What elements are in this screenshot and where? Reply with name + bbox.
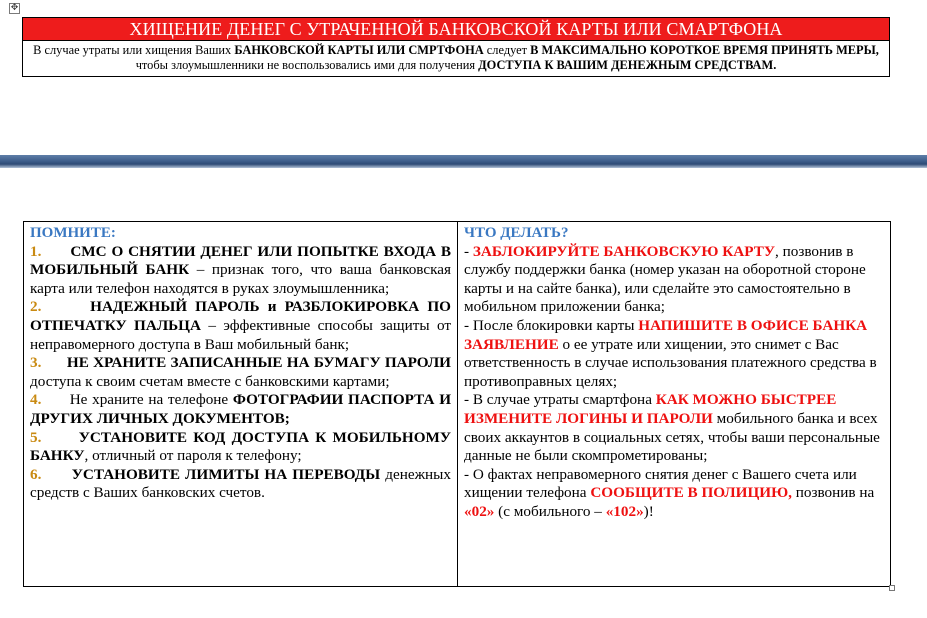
what-to-do-column <box>458 222 890 586</box>
item-number: 6. <box>30 465 42 483</box>
item-pre: Не храните на телефоне <box>69 391 233 409</box>
action-text: о ее утрате или хищении, это снимет с Вас ответственность в случае использования платежного средства в противоправных целях; <box>464 335 877 390</box>
remember-item-2 <box>30 298 451 354</box>
remember-item-4 <box>30 391 451 428</box>
item-number: 5. <box>30 428 42 446</box>
remember-item-1 <box>30 243 451 299</box>
intro-part-2: БАНКОВСКОЙ КАРТЫ ИЛИ СМРТФОНА <box>234 43 484 57</box>
remember-column <box>24 222 458 586</box>
item-bold: НЕ ХРАНИТЕ ЗАПИСАННЫЕ НА БУМАГУ ПАРОЛИ <box>66 354 451 372</box>
action-highlight: КАК МОЖНО БЫСТРЕЕ ИЗМЕНИТЕ ЛОГИНЫ И ПАРОЛИ <box>464 391 837 427</box>
intro-part-6: ДОСТУПА К ВАШИМ ДЕНЕЖНЫМ СРЕДСТВАМ. <box>478 58 777 72</box>
item-bold: УСТАНОВИТЕ ЛИМИТЫ НА ПЕРЕВОДЫ <box>71 465 381 483</box>
action-item-3 <box>464 391 884 465</box>
item-text: – эффективные способы защиты от неправомерного доступа в Ваш мобильный банк; <box>30 316 451 353</box>
advice-table <box>23 221 891 587</box>
section-divider-bar <box>0 155 927 168</box>
action-text: позвонив на <box>791 484 875 502</box>
item-number: 1. <box>30 242 42 260</box>
intro-paragraph <box>23 41 889 76</box>
table-move-handle-icon[interactable]: ✥ <box>10 3 19 13</box>
action-text: , позвонив в службу поддержки банка (номер указан на оборотной стороне карты и на сайте банка), или сделайте это самостоятельно в мобильном приложении банка; <box>464 242 866 316</box>
item-bold: НАДЕЖНЫЙ ПАРОЛЬ и РАЗБЛОКИРОВКА ПО ОТПЕЧАТКУ ПАЛЬЦА <box>30 298 451 334</box>
remember-heading: ПОМНИТЕ: <box>30 225 116 241</box>
mobile-police-number: «102» <box>605 502 644 520</box>
police-number: «02» <box>464 502 495 520</box>
item-bold: СМС О СНЯТИИ ДЕНЕГ ИЛИ ПОПЫТКЕ ВХОДА В МОБИЛЬНЫЙ БАНК <box>30 242 452 279</box>
item-text: денежных средств с Ваших банковских счетов. <box>30 465 451 502</box>
intro-part-4: В МАКСИМАЛЬНО КОРОТКОЕ ВРЕМЯ ПРИНЯТЬ МЕРЫ, <box>530 43 879 57</box>
item-number: 3. <box>30 354 42 372</box>
item-bold: ФОТОГРАФИИ ПАСПОРТА И ДРУГИХ ЛИЧНЫХ ДОКУМЕНТОВ; <box>30 391 452 427</box>
action-prefix: - О фактах неправомерного снятия денег с Вашего счета или хищении телефона <box>464 465 857 502</box>
item-number: 4. <box>30 391 42 409</box>
item-number: 2. <box>30 298 42 316</box>
header-box <box>22 17 890 77</box>
remember-item-6 <box>30 466 451 503</box>
action-highlight: СООБЩИТЕ В ПОЛИЦИЮ, <box>590 484 792 502</box>
remember-item-5 <box>30 429 451 466</box>
remember-item-3 <box>30 354 451 391</box>
item-text: , отличный от пароля к телефону; <box>84 447 302 465</box>
what-to-do-heading: ЧТО ДЕЛАТЬ? <box>464 225 569 241</box>
action-item-4 <box>464 466 884 522</box>
action-prefix: - <box>464 242 473 260</box>
action-item-2 <box>464 317 884 391</box>
action-prefix: - После блокировки карты <box>464 316 639 334</box>
action-text-2: (с мобильного – <box>494 502 606 520</box>
action-item-1 <box>464 243 884 317</box>
intro-part-3: следует <box>483 43 531 57</box>
action-highlight: НАПИШИТЕ В ОФИСЕ БАНКА ЗАЯВЛЕНИЕ <box>464 316 868 353</box>
action-prefix: - В случае утраты смартфона <box>464 391 656 409</box>
intro-part-1: В случае утраты или хищения Ваших <box>33 43 235 57</box>
action-highlight: ЗАБЛОКИРУЙТЕ БАНКОВСКУЮ КАРТУ <box>472 242 776 260</box>
item-bold: УСТАНОВИТЕ КОД ДОСТУПА К МОБИЛЬНОМУ БАНКУ <box>30 428 451 465</box>
action-end: )! <box>643 502 654 520</box>
intro-part-5: чтобы злоумышленники не воспользовались ими для получения <box>135 58 479 72</box>
document-title: ХИЩЕНИЕ ДЕНЕГ С УТРАЧЕННОЙ БАНКОВСКОЙ КАРТЫ ИЛИ СМАРТФОНА <box>23 18 889 41</box>
item-text: – признак того, что ваша банковская карта или телефон находятся в руках злоумышленника; <box>30 261 451 297</box>
table-resize-handle[interactable] <box>889 585 895 591</box>
item-text: доступа к своим счетам вместе с банковскими картами; <box>30 372 390 390</box>
action-text: мобильного банка и всех своих аккаунтов в социальных сетях, чтобы ваши персональные данные не были скомпрометированы; <box>464 409 880 465</box>
